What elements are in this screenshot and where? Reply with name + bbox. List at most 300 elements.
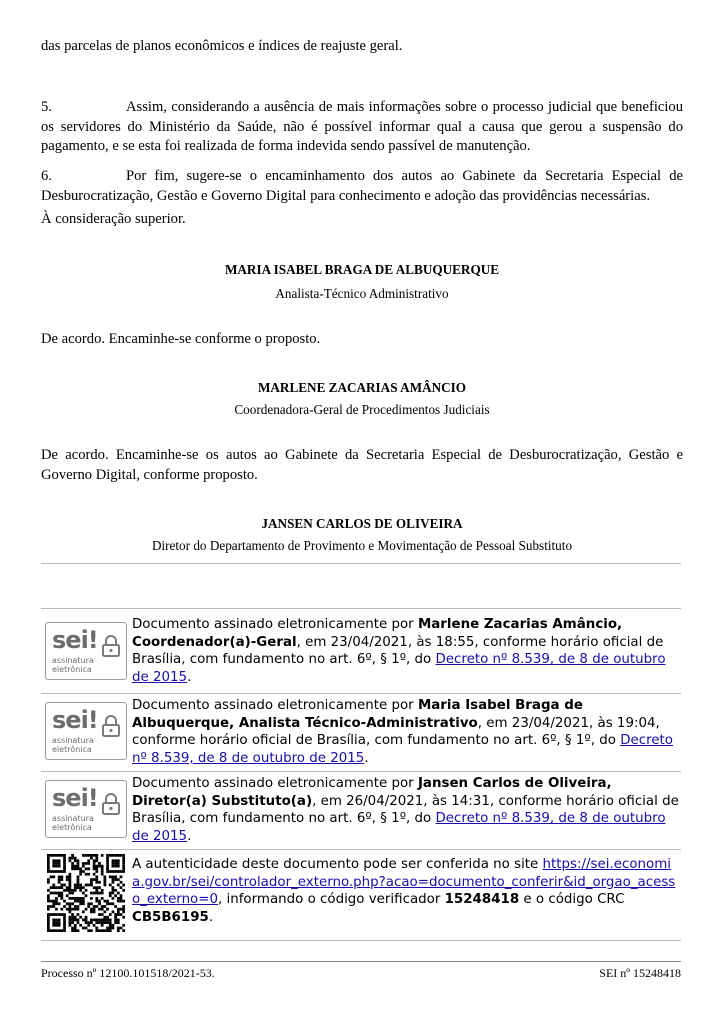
qr-module xyxy=(85,927,88,930)
verification-link[interactable]: https://sei.economia.gov.br/sei/controlador_externo.php?acao=documento_conferir&id_orgao_acesso_externo=0 xyxy=(132,857,676,908)
signature-text: Documento assinado eletronicamente por Marlene Zacarias Amâncio, Coordenador(a)-Geral, em 23/04/2021, às 18:55, conforme horário oficial de Brasília, com fundamento no art. 6º, § 1º, do Decreto nº 8.539, de 8 de outubro de 2015. xyxy=(132,617,666,685)
qr-module xyxy=(93,854,96,857)
qr-module xyxy=(77,919,80,922)
qr-module xyxy=(77,884,80,887)
qr-module xyxy=(74,908,77,911)
lock-icon xyxy=(102,635,120,657)
qr-module xyxy=(58,902,61,905)
qr-module xyxy=(120,894,123,897)
signer1-name: MARIA ISABEL BRAGA DE ALBUQUERQUE xyxy=(224,262,500,277)
qr-module xyxy=(66,886,69,889)
qr-module xyxy=(52,902,55,905)
qr-module xyxy=(63,905,66,908)
qr-module xyxy=(47,862,50,865)
qr-module xyxy=(103,900,106,903)
qr-module xyxy=(114,919,117,922)
qr-module xyxy=(74,927,77,930)
qr-module xyxy=(114,894,117,897)
qr-module xyxy=(58,892,61,895)
authenticity-text: A autenticidade deste documento pode ser conferida no site https://sei.economia.gov.br/sei/controlador_externo.php?acao=documento_conferir&id_orgao_acesso_externo=0, informando o código verificador 15248418 e o código CRC CB5B6195. xyxy=(132,857,676,925)
qr-module xyxy=(101,908,104,911)
qr-module xyxy=(50,913,53,916)
qr-module xyxy=(55,886,58,889)
qr-module xyxy=(85,919,88,922)
qr-module xyxy=(90,929,93,932)
signature-text: Documento assinado eletronicamente por Jansen Carlos de Oliveira, Diretor(a) Substituto(a), em 26/04/2021, às 14:31, conforme horário oficial de Brasília, com fundamento no art. 6º, § 1º, do Decreto nº 8.539, de 8 de outubro de 2015. xyxy=(132,776,679,844)
qr-module xyxy=(58,921,61,924)
qr-module xyxy=(74,924,77,927)
qr-module xyxy=(112,927,115,930)
divider xyxy=(41,940,681,941)
qr-module xyxy=(79,870,82,873)
qr-module xyxy=(122,905,125,908)
footer-rule xyxy=(41,961,681,962)
qr-module xyxy=(98,900,101,903)
qr-module xyxy=(85,894,88,897)
qr-module xyxy=(87,884,90,887)
signer3-name: JANSEN CARLOS DE OLIVEIRA xyxy=(261,516,463,531)
qr-module xyxy=(58,854,61,857)
qr-module xyxy=(112,862,115,865)
qr-module xyxy=(55,919,58,922)
qr-module xyxy=(117,900,120,903)
qr-module xyxy=(63,900,66,903)
qr-module xyxy=(106,867,109,870)
sei-logo: sei! xyxy=(52,784,98,812)
qr-module xyxy=(106,854,109,857)
qr-module xyxy=(87,859,90,862)
qr-module xyxy=(79,873,82,876)
qr-module xyxy=(90,897,93,900)
qr-module xyxy=(58,876,61,879)
qr-module xyxy=(120,927,123,930)
qr-module xyxy=(112,897,115,900)
qr-module xyxy=(69,881,72,884)
qr-module xyxy=(122,910,125,913)
qr-module xyxy=(112,870,115,873)
qr-module xyxy=(58,859,61,862)
qr-module xyxy=(93,910,96,913)
qr-module xyxy=(101,870,104,873)
sei-logo: sei! xyxy=(52,626,98,654)
qr-module xyxy=(90,881,93,884)
qr-module xyxy=(47,889,50,892)
qr-module xyxy=(58,886,61,889)
divider-top xyxy=(41,563,681,564)
qr-module xyxy=(90,857,93,860)
qr-module xyxy=(122,924,125,927)
qr-module xyxy=(63,884,66,887)
qr-module xyxy=(106,902,109,905)
qr-module xyxy=(71,857,74,860)
qr-module xyxy=(103,921,106,924)
qr-module xyxy=(60,894,63,897)
qr-module xyxy=(77,867,80,870)
qr-module xyxy=(101,865,104,868)
qr-module xyxy=(69,902,72,905)
qr-module xyxy=(60,892,63,895)
qr-module xyxy=(77,859,80,862)
qr-module xyxy=(112,910,115,913)
qr-module xyxy=(74,867,77,870)
qr-module xyxy=(63,919,66,922)
qr-module xyxy=(55,913,58,916)
qr-module xyxy=(95,859,98,862)
qr-module xyxy=(60,897,63,900)
qr-module xyxy=(77,886,80,889)
qr-module xyxy=(114,905,117,908)
qr-module xyxy=(112,889,115,892)
qr-module xyxy=(69,859,72,862)
qr-module xyxy=(98,921,101,924)
qr-module xyxy=(95,900,98,903)
qr-module xyxy=(74,884,77,887)
qr-module xyxy=(50,886,53,889)
qr-module xyxy=(69,916,72,919)
qr-module xyxy=(77,929,80,932)
qr-module xyxy=(58,865,61,868)
qr-module xyxy=(60,878,63,881)
qr-module xyxy=(95,892,98,895)
qr-module xyxy=(52,921,55,924)
qr-module xyxy=(85,916,88,919)
qr-module xyxy=(106,865,109,868)
qr-module xyxy=(101,921,104,924)
qr-module xyxy=(47,854,50,857)
qr-module xyxy=(85,862,88,865)
qr-module xyxy=(120,900,123,903)
qr-module xyxy=(52,892,55,895)
divider xyxy=(41,849,681,850)
qr-module xyxy=(77,878,80,881)
qr-module xyxy=(66,878,69,881)
qr-module xyxy=(47,924,50,927)
sei-signature-stamp xyxy=(45,702,127,760)
qr-module xyxy=(101,867,104,870)
qr-module xyxy=(95,876,98,879)
qr-module xyxy=(50,929,53,932)
qr-module xyxy=(66,889,69,892)
decree-link[interactable]: Decreto nº 8.539, de 8 de outubro de 2015 xyxy=(132,811,666,844)
qr-module xyxy=(71,916,74,919)
qr-module xyxy=(98,919,101,922)
qr-module xyxy=(117,892,120,895)
qr-module xyxy=(71,892,74,895)
qr-module xyxy=(77,876,80,879)
qr-module xyxy=(79,900,82,903)
qr-module xyxy=(79,924,82,927)
qr-module xyxy=(71,927,74,930)
qr-module xyxy=(55,897,58,900)
qr-module xyxy=(63,859,66,862)
qr-module xyxy=(114,876,117,879)
qr-module xyxy=(122,908,125,911)
qr-module xyxy=(114,865,117,868)
qr-module xyxy=(71,929,74,932)
qr-module xyxy=(117,878,120,881)
qr-module xyxy=(47,870,50,873)
qr-module xyxy=(101,913,104,916)
qr-module xyxy=(71,889,74,892)
qr-module xyxy=(122,867,125,870)
qr-module xyxy=(122,859,125,862)
qr-module xyxy=(101,892,104,895)
qr-module xyxy=(77,897,80,900)
qr-module xyxy=(52,929,55,932)
qr-module xyxy=(95,878,98,881)
qr-module xyxy=(101,854,104,857)
qr-module xyxy=(112,859,115,862)
qr-module xyxy=(93,892,96,895)
qr-module xyxy=(103,881,106,884)
qr-module xyxy=(55,859,58,862)
decree-link[interactable]: Decreto nº 8.539, de 8 de outubro de 2015 xyxy=(132,652,666,685)
qr-module xyxy=(112,854,115,857)
qr-module xyxy=(101,929,104,932)
qr-module xyxy=(63,929,66,932)
qr-module xyxy=(63,862,66,865)
qr-module xyxy=(101,897,104,900)
paragraph-5-number: 5. xyxy=(41,99,52,115)
qr-module xyxy=(82,900,85,903)
qr-module xyxy=(74,916,77,919)
qr-module xyxy=(74,886,77,889)
qr-module xyxy=(77,921,80,924)
qr-module xyxy=(117,865,120,868)
qr-module xyxy=(103,905,106,908)
qr-module xyxy=(109,902,112,905)
decree-link[interactable]: Decreto nº 8.539, de 8 de outubro de 2015 xyxy=(132,733,673,766)
qr-module xyxy=(114,913,117,916)
qr-module xyxy=(98,862,101,865)
qr-module xyxy=(69,884,72,887)
qr-module xyxy=(63,865,66,868)
qr-module xyxy=(85,889,88,892)
qr-module xyxy=(55,862,58,865)
qr-module xyxy=(106,859,109,862)
qr-module xyxy=(69,876,72,879)
qr-module xyxy=(52,876,55,879)
qr-module xyxy=(95,897,98,900)
qr-module xyxy=(69,919,72,922)
qr-module xyxy=(58,919,61,922)
qr-module xyxy=(90,908,93,911)
qr-module xyxy=(58,870,61,873)
agreement-2: De acordo. Encaminhe-se os autos ao Gabinete da Secretaria Especial de Desburocratização, Gestão e Governo Digital, conforme proposto. xyxy=(41,447,683,483)
qr-module xyxy=(120,908,123,911)
qr-module xyxy=(106,929,109,932)
qr-module xyxy=(95,886,98,889)
qr-module xyxy=(109,919,112,922)
qr-module xyxy=(85,854,88,857)
qr-module xyxy=(52,859,55,862)
qr-module xyxy=(109,892,112,895)
qr-module xyxy=(82,892,85,895)
qr-module xyxy=(66,894,69,897)
qr-module xyxy=(117,910,120,913)
qr-module xyxy=(93,878,96,881)
qr-module xyxy=(77,905,80,908)
qr-module xyxy=(58,929,61,932)
qr-module xyxy=(55,902,58,905)
paragraph-6 xyxy=(41,167,683,206)
qr-module xyxy=(117,854,120,857)
qr-module xyxy=(106,927,109,930)
qr-module xyxy=(71,862,74,865)
qr-module xyxy=(74,859,77,862)
qr-module xyxy=(82,862,85,865)
qr-module xyxy=(63,927,66,930)
qr-module xyxy=(71,908,74,911)
qr-module xyxy=(50,905,53,908)
qr-module xyxy=(66,876,69,879)
qr-module xyxy=(103,910,106,913)
qr-module xyxy=(103,929,106,932)
qr-module xyxy=(95,854,98,857)
sei-signature-stamp xyxy=(45,622,127,680)
qr-module xyxy=(95,870,98,873)
qr-module xyxy=(114,878,117,881)
qr-module xyxy=(106,862,109,865)
qr-module xyxy=(47,916,50,919)
qr-module xyxy=(58,881,61,884)
qr-module xyxy=(109,876,112,879)
qr-module xyxy=(120,854,123,857)
qr-module xyxy=(95,927,98,930)
qr-module xyxy=(122,916,125,919)
qr-module xyxy=(114,889,117,892)
qr-module xyxy=(79,889,82,892)
qr-module xyxy=(87,902,90,905)
qr-module xyxy=(69,897,72,900)
qr-module xyxy=(69,905,72,908)
qr-module xyxy=(101,905,104,908)
qr-module xyxy=(77,881,80,884)
qr-module xyxy=(95,889,98,892)
qr-module xyxy=(52,913,55,916)
qr-module xyxy=(60,884,63,887)
qr-module xyxy=(52,886,55,889)
qr-module xyxy=(47,867,50,870)
qr-module xyxy=(79,897,82,900)
paragraph-6-number: 6. xyxy=(41,168,52,184)
qr-module xyxy=(69,921,72,924)
qr-module xyxy=(103,916,106,919)
qr-module xyxy=(52,900,55,903)
qr-module xyxy=(98,929,101,932)
qr-module xyxy=(112,876,115,879)
qr-module xyxy=(122,889,125,892)
qr-module xyxy=(109,929,112,932)
sei-signature-stamp xyxy=(45,780,127,838)
qr-module xyxy=(69,889,72,892)
qr-module xyxy=(122,862,125,865)
signature-block xyxy=(41,694,681,770)
qr-module xyxy=(58,862,61,865)
qr-module xyxy=(52,865,55,868)
qr-module xyxy=(63,867,66,870)
signer3-role: Diretor do Departamento de Provimento e Movimentação de Pessoal Substituto xyxy=(151,538,573,553)
qr-module xyxy=(103,884,106,887)
paragraph-5 xyxy=(41,98,683,157)
signature-block xyxy=(41,772,681,848)
qr-module xyxy=(112,865,115,868)
qr-module xyxy=(47,859,50,862)
qr-module xyxy=(66,908,69,911)
qr-module xyxy=(55,924,58,927)
qr-module xyxy=(85,884,88,887)
qr-module xyxy=(74,919,77,922)
qr-module xyxy=(50,854,53,857)
qr-module xyxy=(120,870,123,873)
qr-module xyxy=(122,870,125,873)
qr-module xyxy=(120,897,123,900)
footer-process-number: Processo nº 12100.101518/2021-53. xyxy=(41,966,215,980)
qr-module xyxy=(109,913,112,916)
qr-module xyxy=(98,913,101,916)
qr-module xyxy=(109,921,112,924)
stamp-caption: assinatura eletrônica xyxy=(52,814,94,832)
qr-module xyxy=(85,908,88,911)
qr-module xyxy=(85,873,88,876)
qr-module xyxy=(95,867,98,870)
qr-module xyxy=(69,873,72,876)
qr-module xyxy=(93,908,96,911)
qr-module xyxy=(122,884,125,887)
qr-module xyxy=(109,924,112,927)
qr-module xyxy=(77,900,80,903)
footer-sei-number: SEI nº 15248418 xyxy=(599,966,681,980)
qr-module xyxy=(60,870,63,873)
qr-module xyxy=(95,919,98,922)
qr-module xyxy=(71,919,74,922)
qr-module xyxy=(122,929,125,932)
qr-module xyxy=(55,854,58,857)
sei-logo: sei! xyxy=(52,706,98,734)
qr-module xyxy=(98,902,101,905)
qr-module xyxy=(60,913,63,916)
qr-module xyxy=(82,897,85,900)
qr-module xyxy=(114,921,117,924)
qr-module xyxy=(77,862,80,865)
qr-module xyxy=(122,865,125,868)
qr-module xyxy=(120,886,123,889)
qr-module xyxy=(93,919,96,922)
qr-module xyxy=(79,886,82,889)
qr-module xyxy=(103,919,106,922)
qr-module xyxy=(117,908,120,911)
qr-module xyxy=(63,857,66,860)
qr-module xyxy=(93,865,96,868)
qr-module xyxy=(69,886,72,889)
qr-module xyxy=(79,902,82,905)
qr-module xyxy=(60,854,63,857)
paragraph-6-text: Por fim, sugere-se o encaminhamento dos autos ao Gabinete da Secretaria Especial de Desburocratização, Gestão e Governo Digital para conhecimento e adoção das providências necessárias. xyxy=(41,168,683,204)
qr-module xyxy=(82,927,85,930)
qr-module xyxy=(109,927,112,930)
qr-module xyxy=(101,924,104,927)
lock-icon xyxy=(102,715,120,737)
qr-module xyxy=(117,884,120,887)
qr-module xyxy=(47,929,50,932)
consideration-text: À consideração superior. xyxy=(41,211,186,227)
qr-module xyxy=(60,908,63,911)
qr-module xyxy=(60,886,63,889)
qr-module xyxy=(47,897,50,900)
qr-module xyxy=(90,910,93,913)
qr-module xyxy=(47,921,50,924)
qr-module xyxy=(79,884,82,887)
